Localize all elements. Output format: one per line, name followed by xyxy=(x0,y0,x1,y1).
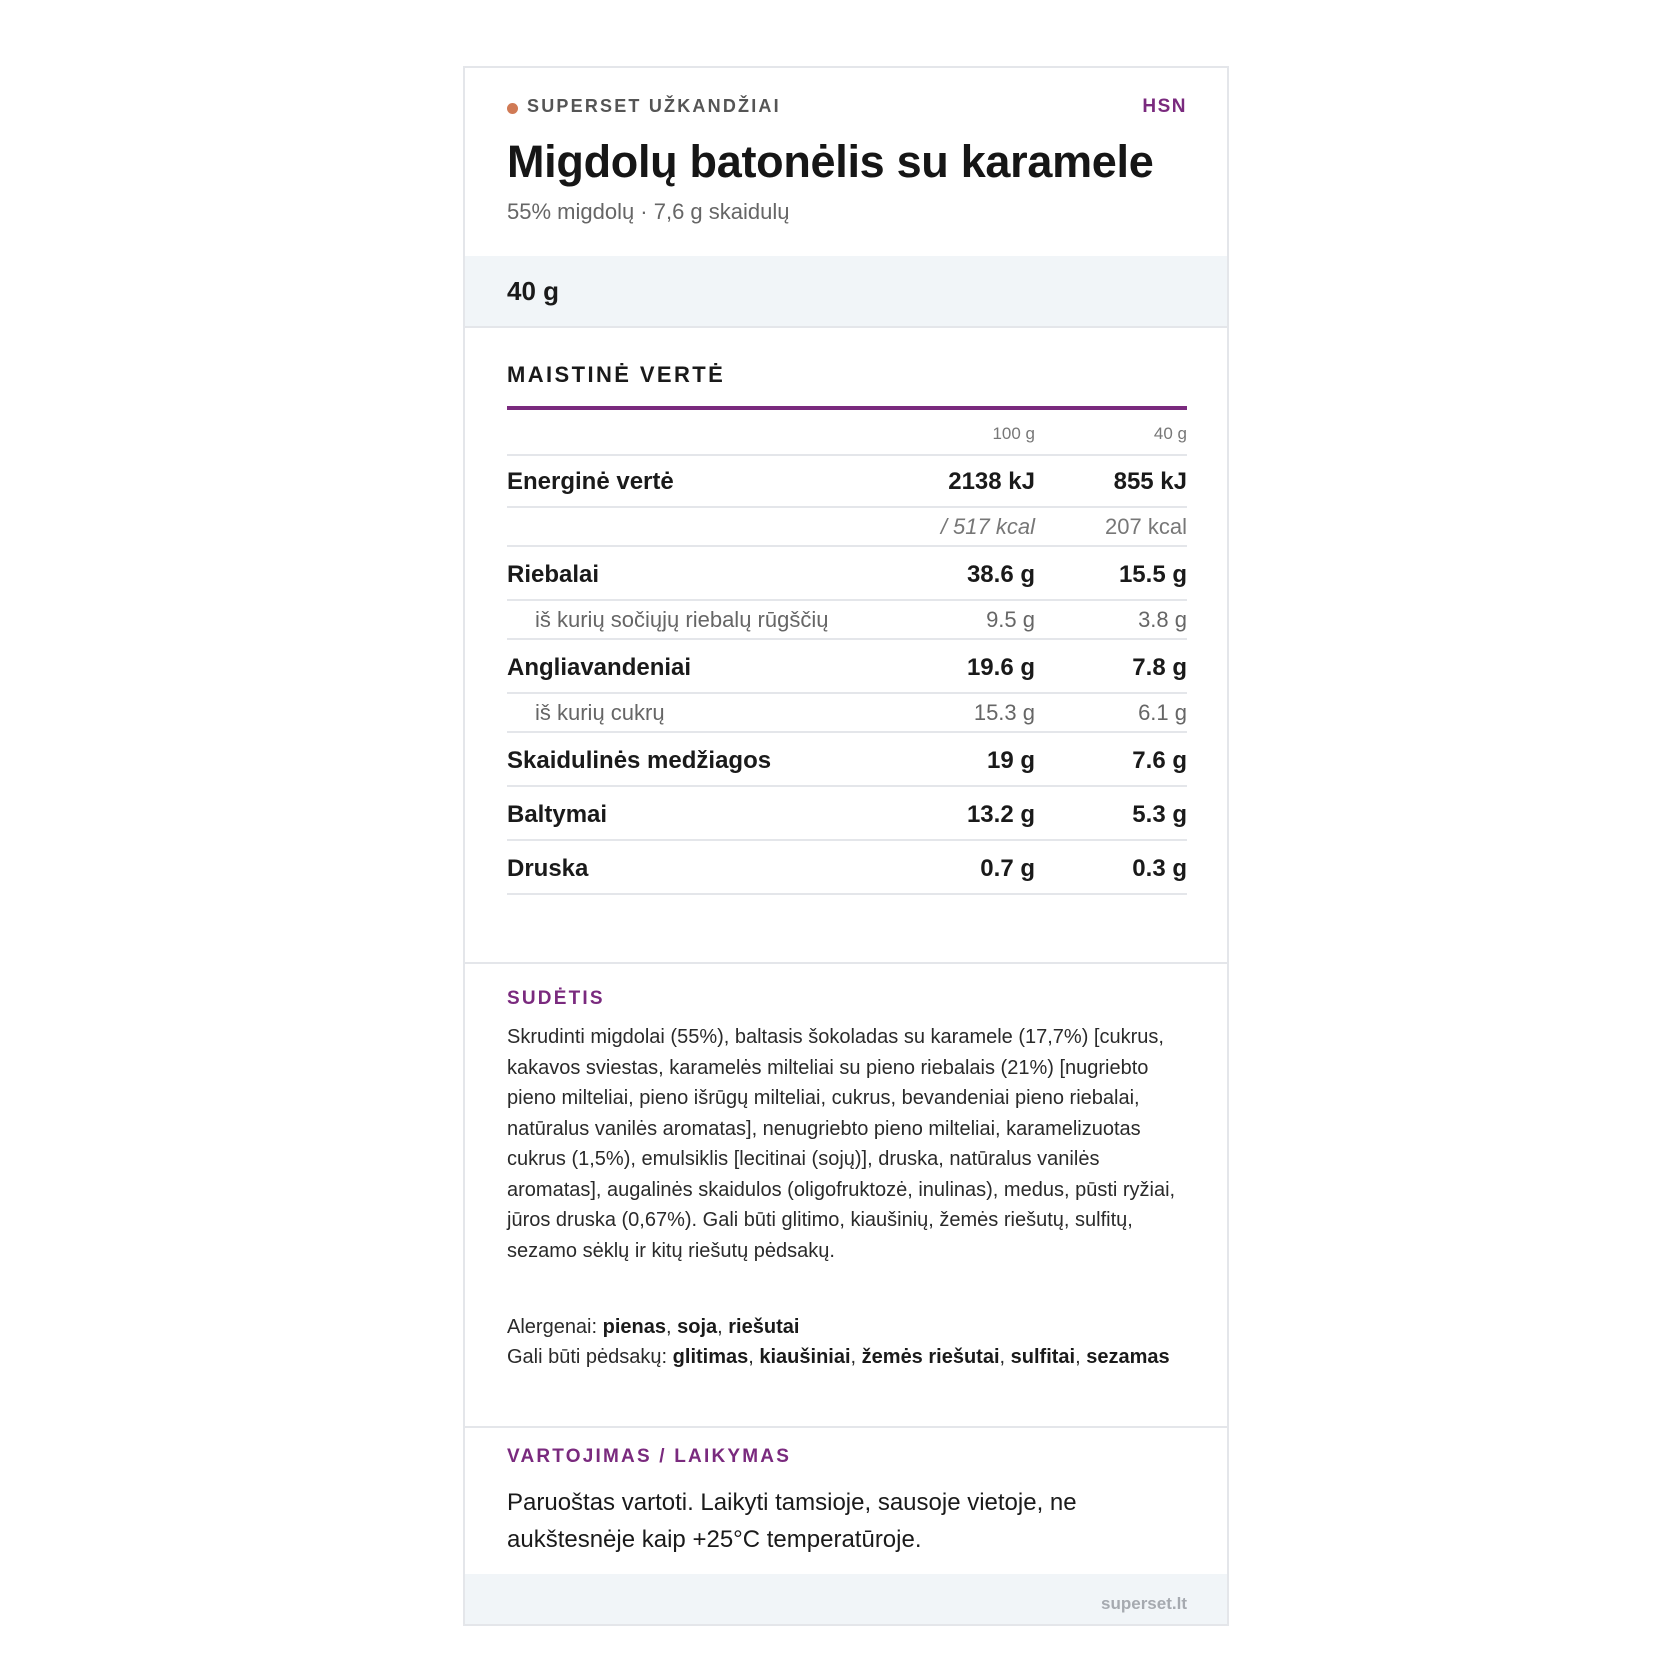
allergens-line: Alergenai: pienas, soja, riešutai xyxy=(507,1316,800,1338)
nutrition-accent-rule xyxy=(507,406,1187,410)
row-value-100g: 13.2 g xyxy=(966,801,1035,828)
portion-bar xyxy=(465,256,1227,328)
column-portion: 40 g xyxy=(1153,424,1187,443)
table-row xyxy=(507,694,1187,733)
row-value-100g: / 517 kcal xyxy=(940,514,1035,539)
row-value-100g: 15.3 g xyxy=(973,700,1035,725)
row-label: Druska xyxy=(507,855,589,882)
product-title: Migdolų batonėlis su karamele xyxy=(507,136,1154,187)
ingredients-text: Skrudinti migdolai (55%), baltasis šokoladas su karamele (17,7%) [cukrus, kakavos sviestas, karamelės milteliai su pieno riebalais (21%) [nugriebto pieno milteliai, pieno išrūgų milteliai, cukrus, bevandeniai pieno riebalai, natūralus vanilės aromatas], nenugriebto pieno milteliai, karamelizuotas cukrus (1,5%), emulsiklis [lecitinai (sojų)], druska, natūralus vanilės aromatas], augalinės skaidulos (oligofruktozė, inulinas), medus, pūsti ryžiai, jūros druska (0,67%). Gali būti glitimo, kiaušinių, žemės riešutų, sulfitų, sezamo sėklų ir kitų riešutų pėdsakų. xyxy=(507,1026,1176,1262)
row-value-100g: 19 g xyxy=(986,747,1035,774)
table-row xyxy=(507,640,1187,694)
brand-name: SUPERSET UŽKANDŽIAI xyxy=(527,96,781,116)
allergens-label: Alergenai: xyxy=(507,1316,598,1338)
row-label: iš kurių cukrų xyxy=(535,700,665,725)
row-value-portion: 6.1 g xyxy=(1138,700,1187,725)
row-value-portion: 7.6 g xyxy=(1132,747,1187,774)
label-footer xyxy=(465,1574,1227,1624)
allergen-item: pienas xyxy=(602,1316,666,1338)
nutrition-column-header xyxy=(507,412,1187,456)
ingredients-section xyxy=(465,962,1227,1428)
allergen-item: soja xyxy=(677,1316,718,1338)
table-row xyxy=(507,733,1187,787)
row-value-100g: 2138 kJ xyxy=(948,468,1035,495)
allergen-info xyxy=(507,1312,1187,1372)
nutrition-title: MAISTINĖ VERTĖ xyxy=(507,362,726,387)
row-value-100g: 19.6 g xyxy=(966,654,1035,681)
traces-line: Gali būti pėdsakų: glitimas, kiaušiniai, žemės riešutai, sulfitai, sezamas xyxy=(507,1346,1170,1368)
site-link[interactable]: superset.lt xyxy=(1101,1594,1187,1613)
row-value-100g: 0.7 g xyxy=(980,855,1035,882)
row-value-portion: 3.8 g xyxy=(1138,607,1187,632)
table-row xyxy=(507,454,1187,508)
row-label: Baltymai xyxy=(507,801,608,828)
row-value-portion: 7.8 g xyxy=(1132,654,1187,681)
row-value-portion: 855 kJ xyxy=(1113,468,1187,495)
portion-size: 40 g xyxy=(507,276,560,306)
table-row xyxy=(507,841,1187,895)
row-value-portion: 15.5 g xyxy=(1118,561,1187,588)
column-100g: 100 g xyxy=(992,424,1035,443)
row-value-portion: 0.3 g xyxy=(1132,855,1187,882)
row-value-portion: 207 kcal xyxy=(1105,514,1187,539)
trace-item: žemės riešutai xyxy=(861,1346,1000,1368)
row-label: Riebalai xyxy=(507,561,600,588)
table-row xyxy=(507,508,1187,547)
table-row xyxy=(507,601,1187,640)
row-value-portion: 5.3 g xyxy=(1132,801,1187,828)
row-label: Energinė vertė xyxy=(507,468,674,495)
ingredients-title: SUDĖTIS xyxy=(507,988,605,1009)
table-row xyxy=(507,787,1187,841)
product-label-card xyxy=(463,66,1229,1626)
vendor-name: HSN xyxy=(1142,96,1187,117)
trace-item: kiaušiniai xyxy=(759,1346,851,1368)
row-value-100g: 38.6 g xyxy=(966,561,1035,588)
traces-label: Gali būti pėdsakų: xyxy=(507,1346,668,1368)
row-value-100g: 9.5 g xyxy=(986,607,1035,632)
allergen-item: riešutai xyxy=(728,1316,800,1338)
trace-item: glitimas xyxy=(672,1346,749,1368)
product-subtitle: 55% migdolų · 7,6 g skaidulų xyxy=(507,199,790,224)
usage-text: Paruoštas vartoti. Laikyti tamsioje, sausoje vietoje, ne aukštesnėje kaip +25°C temperatūroje. xyxy=(507,1489,1077,1553)
brand-dot-icon xyxy=(507,103,518,114)
table-row xyxy=(507,547,1187,601)
trace-item: sezamas xyxy=(1086,1346,1170,1368)
trace-item: sulfitai xyxy=(1010,1346,1076,1368)
usage-section xyxy=(465,1424,1227,1576)
label-header xyxy=(465,68,1227,258)
brand-line xyxy=(507,96,1187,120)
usage-title: VARTOJIMAS / LAIKYMAS xyxy=(507,1446,792,1467)
row-label: iš kurių sočiųjų riebalų rūgščių xyxy=(535,607,829,632)
row-label: Skaidulinės medžiagos xyxy=(507,747,772,774)
row-label: Angliavandeniai xyxy=(507,654,692,681)
